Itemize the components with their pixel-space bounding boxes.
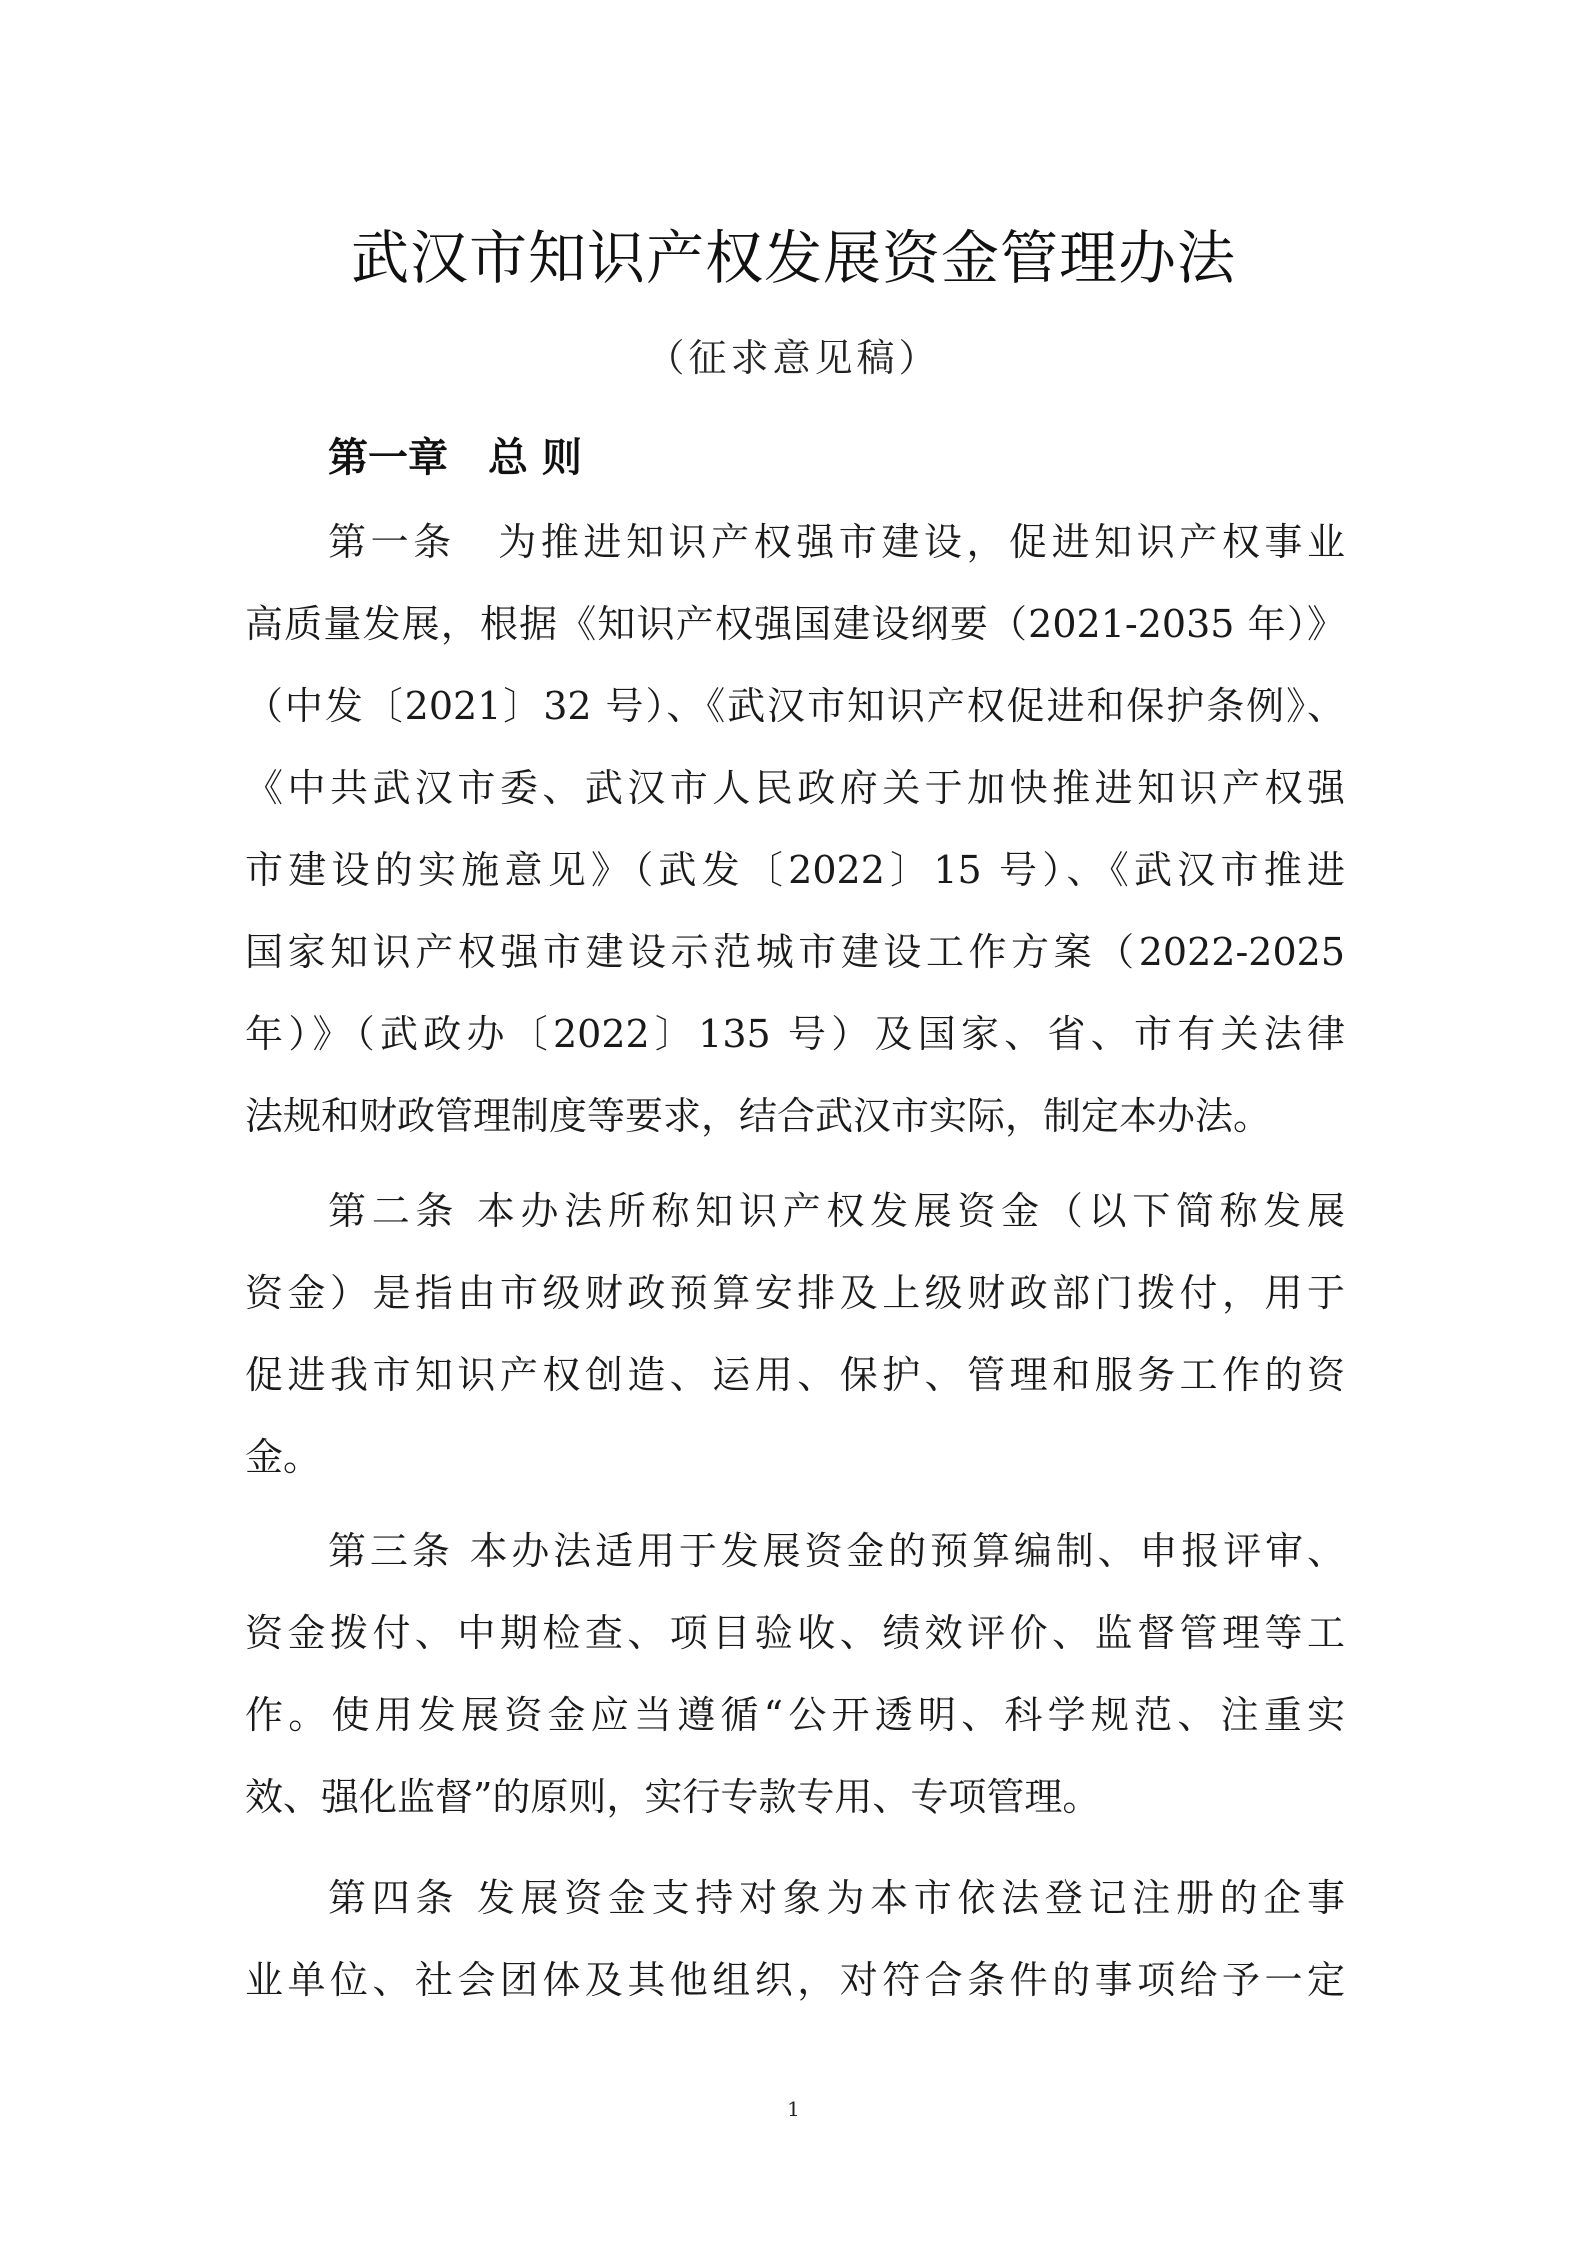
article-2-line-2: 资金）是指由市级财政预算安排及上级财政部门拨付，用于	[245, 1271, 1345, 1315]
article-4-line-2: 业单位、社会团体及其他组织，对符合条件的事项给予一定	[245, 1958, 1345, 2002]
article-2-line-4: 金。	[245, 1435, 322, 1479]
article-1-line-7: 年）》（武政办〔2022〕135 号）及国家、省、市有关法律	[245, 1012, 1345, 1056]
article-1-line-4: 《中共武汉市委、武汉市人民政府关于加快推进知识产权强	[245, 766, 1345, 810]
article-4-line-1: 第四条 发展资金支持对象为本市依法登记注册的企事	[328, 1876, 1345, 1920]
article-1-line-6: 国家知识产权强市建设示范城市建设工作方案（2022-2025	[245, 930, 1345, 974]
article-2-line-1: 第二条 本办法所称知识产权发展资金（以下简称发展	[328, 1189, 1345, 1233]
document-subtitle: （征求意见稿）	[646, 336, 941, 380]
article-3-line-1: 第三条 本办法适用于发展资金的预算编制、申报评审、	[328, 1529, 1345, 1573]
article-1-line-5: 市建设的实施意见》（武发〔2022〕15 号）、《武汉市推进	[245, 848, 1345, 892]
article-1-line-1: 第一条 为推进知识产权强市建设，促进知识产权事业	[328, 520, 1345, 564]
article-2-line-3: 促进我市知识产权创造、运用、保护、管理和服务工作的资	[245, 1353, 1345, 1397]
article-1-line-3: （中发〔2021〕32 号）、《武汉市知识产权促进和保护条例》、	[245, 684, 1345, 728]
article-3-line-4: 效、强化监督”的原则，实行专款专用、专项管理。	[245, 1775, 1101, 1819]
article-1-line-8: 法规和财政管理制度等要求，结合武汉市实际，制定本办法。	[245, 1094, 1272, 1138]
article-3-line-3: 作。使用发展资金应当遵循“公开透明、科学规范、注重实	[245, 1693, 1345, 1737]
article-1-line-2: 高质量发展，根据《知识产权强国建设纲要（2021-2035 年）》	[245, 602, 1345, 646]
document-title: 武汉市知识产权发展资金管理办法	[350, 224, 1236, 292]
article-3-line-2: 资金拨付、中期检查、项目验收、绩效评价、监督管理等工	[245, 1611, 1345, 1655]
chapter-heading: 第一章 总 则	[328, 435, 582, 481]
page-number: 1	[787, 2097, 800, 2121]
